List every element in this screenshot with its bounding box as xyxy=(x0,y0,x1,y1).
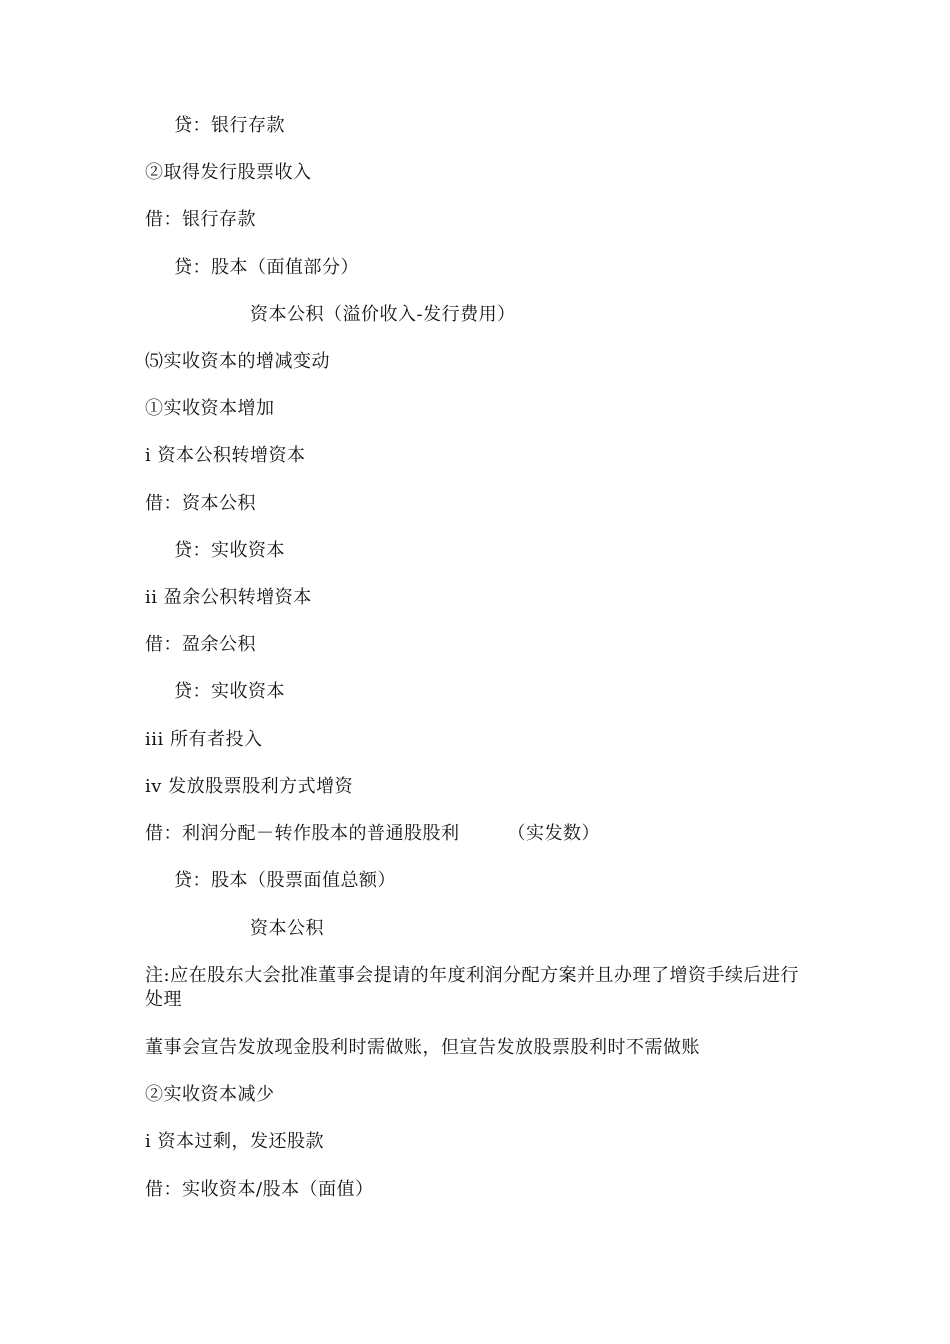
text-line xyxy=(145,822,600,846)
text-line: 资本公积 xyxy=(250,918,324,939)
text-line: 借：银行存款 xyxy=(145,209,256,230)
subsection-heading: ①实收资本增加 xyxy=(145,398,275,419)
text-line: 借：盈余公积 xyxy=(145,634,256,655)
text-line: 贷：股本（股票面值总额） xyxy=(174,870,396,891)
text-line: ii 盈余公积转增资本 xyxy=(145,587,312,608)
text-line: 董事会宣告发放现金股利时需做账，但宣告发放股票股利时不需做账 xyxy=(145,1037,700,1058)
text-line: 贷：银行存款 xyxy=(174,115,285,136)
entry-text: 借：利润分配－转作股本的普通股股利 xyxy=(145,823,460,844)
text-line: 贷：实收资本 xyxy=(174,681,285,702)
text-line: 贷：实收资本 xyxy=(174,540,285,561)
text-line: 借：资本公积 xyxy=(145,493,256,514)
text-line: 资本公积（溢价收入-发行费用） xyxy=(250,304,516,325)
text-line: 借：实收资本/股本（面值） xyxy=(145,1179,374,1200)
text-line: 贷：股本（面值部分） xyxy=(174,257,359,278)
subsection-heading: ②实收资本减少 xyxy=(145,1084,275,1105)
section-heading: ⑸实收资本的增减变动 xyxy=(145,351,330,372)
text-line: i 资本公积转增资本 xyxy=(145,445,306,466)
text-line: ②取得发行股票收入 xyxy=(145,162,312,183)
text-line: i 资本过剩，发还股款 xyxy=(145,1131,324,1152)
note-paragraph: 注:应在股东大会批准董事会提请的年度利润分配方案并且办理了增资手续后进行处理 xyxy=(145,965,800,1010)
entry-note: （实发数） xyxy=(507,823,600,844)
text-line: iii 所有者投入 xyxy=(145,729,263,750)
text-line: iv 发放股票股利方式增资 xyxy=(145,776,354,797)
